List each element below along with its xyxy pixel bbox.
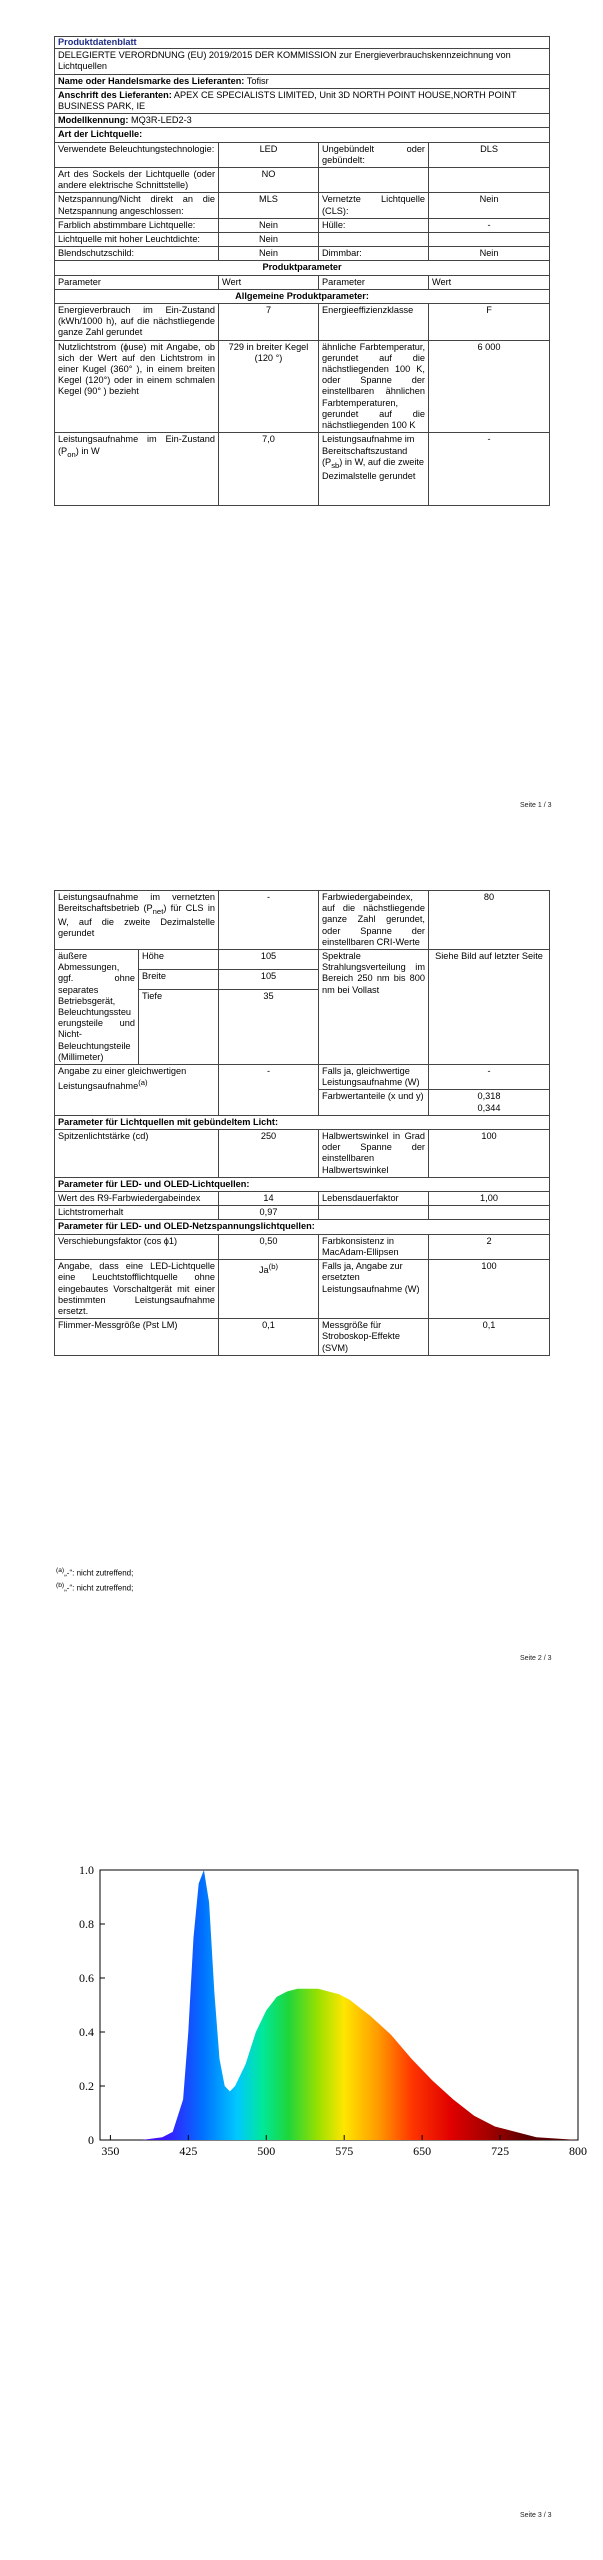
width-label: Breite [139,970,219,990]
socket-label: Art des Sockels der Lichtquelle (oder andere elektrische Schnittstelle) [55,168,219,193]
peak-label: Spitzenlichtstärke (cd) [55,1130,219,1178]
col-header-value-2: Wert [429,275,550,289]
chroma-label: Farbwertanteile (x und y) [319,1090,429,1115]
height-value: 105 [219,950,319,970]
flux-label: Nutzlichtstrom (ϕuse) mit Angabe, ob sich der Wert auf den Lichtstrom in einer Kugel (360° ), in einem breiten Kegel (120°) oder in einem schmalen Kegel (90° ) bezieht [55,340,219,433]
nondirected-label: Ungebündelt oder gebündelt: [319,142,429,167]
onpower-label: Leistungsaufnahme im Ein-Zustand $(P_{on})$ in W [55,433,219,506]
x-tick-label: 500 [257,2144,276,2158]
replace-value: Ja$^{(b)}$ [219,1260,319,1319]
depth-label: Tiefe [139,990,219,1065]
page-footer-2: Seite 2 / 3 [520,1655,552,1662]
address-value: APEX CE SPECIALISTS LIMITED, Unit 3D NORTH POINT HOUSE,NORTH POINT BUSINESS PARK, IE [58,89,517,112]
page-footer-1: Seite 1 / 3 [520,802,552,809]
beam-value: 100 [429,1130,550,1178]
flicker-label: Flimmer-Messgröße (Pst LM) [55,1319,219,1356]
model-label: Modellkennung: [58,115,129,126]
r9-label: Wert des R9-Farbwiedergabeindex [55,1192,219,1206]
ifyes-power-value: - [429,1065,550,1090]
depth-value: 35 [219,990,319,1065]
spd-value: Siehe Bild auf letzter Seite [429,950,550,1065]
x-tick-label: 575 [335,2144,354,2158]
tech-value: LED [219,142,319,167]
mains-value: MLS [219,193,319,218]
y-tick-label: 0.8 [79,1917,94,1931]
height-label: Höhe [139,950,219,970]
macadam-label: Farbkonsistenz in MacAdam-Ellipsen [319,1234,429,1259]
envelope-value: - [429,218,550,232]
width-value: 105 [219,970,319,990]
onpower-value: 7,0 [219,433,319,506]
ledmains-heading: Parameter für LED- und OLED-Netzspannungslichtquellen: [55,1220,550,1234]
y-tick-label: 0.6 [79,1971,94,1985]
survival-label: Lebensdauerfaktor [319,1192,429,1206]
svm-label: Messgröße für Stroboskop-Effekte (SVM) [319,1319,429,1356]
eclass-label: Energieeffizienzklasse [319,304,429,341]
supplier-value: Tofisr [246,75,269,86]
equiv-label: Angabe zu einer gleichwertigen Leistungsaufnahme$^{(a)}$ [55,1065,219,1116]
x-tick-label: 725 [491,2144,510,2158]
energy-label: Energieverbrauch im Ein-Zustand (kWh/1000 h), auf die nächstliegende ganze Zahl gerundet [55,304,219,341]
maint-value: 0,97 [219,1206,319,1220]
socket-value: NO [219,168,319,193]
r9-value: 14 [219,1192,319,1206]
standby-value: - [429,433,550,506]
equiv-value: - [219,1065,319,1116]
model-value: MQ3R-LED2-3 [131,115,192,126]
x-tick-label: 800 [569,2144,587,2158]
supplier-label: Name oder Handelsmarke des Lieferanten: [58,75,245,86]
y-tick-label: 0 [88,2133,94,2147]
col-header-param-2: Parameter [319,275,429,289]
glare-label: Blendschutzschild: [55,247,219,261]
replace-w-label: Falls ja, Angabe zur ersetzten Leistungsaufnahme (W) [319,1260,429,1319]
envelope-label: Hülle: [319,218,429,232]
eclass-value: F [429,304,550,341]
highlum-label: Lichtquelle mit hoher Leuchtdichte: [55,233,219,247]
replace-label: Angabe, dass eine LED-Lichtquelle eine Leuchtstofflichtquelle ohne eingebautes Vorschaltgerät mit einer bestimmten Leistungsaufnahme ersetzt. [55,1260,219,1319]
general-heading: Allgemeine Produktparameter: [55,289,550,303]
macadam-value: 2 [429,1234,550,1259]
tunable-value: Nein [219,218,319,232]
dimmable-label: Dimmbar: [319,247,429,261]
col-header-value-1: Wert [219,275,319,289]
tunable-label: Farblich abstimmbare Lichtquelle: [55,218,219,232]
maint-label: Lichtstromerhalt [55,1206,219,1220]
type-heading: Art der Lichtquelle: [55,128,550,142]
cct-label: ähnliche Farbtemperatur, gerundet auf die nächstliegenden 100 K, oder Spanne der einstellbaren ähnlichen Farbtemperaturen, gerundet auf die nächstliegenden 100 K [319,340,429,433]
pf-label: Verschiebungsfaktor (cos ϕ1) [55,1234,219,1259]
y-tick-label: 0.2 [79,2079,94,2093]
spectral-distribution-chart [50,1860,587,2160]
svm-value: 0,1 [429,1319,550,1356]
footnote-a: $^{(a)}$„-“: nicht zutreffend; [56,1567,134,1578]
cct-value: 6 000 [429,340,550,433]
highlum-value: Nein [219,233,319,247]
cls-label: Vernetzte Lichtquelle (CLS): [319,193,429,218]
regulation-text: DELEGIERTE VERORDNUNG (EU) 2019/2015 DER KOMMISSION zur Energieverbrauchskennzeichnung von Lichtquellen [55,49,550,74]
col-header-param-1: Parameter [55,275,219,289]
x-tick-label: 650 [413,2144,432,2158]
glare-value: Nein [219,247,319,261]
y-tick-label: 1.0 [79,1863,94,1877]
x-tick-label: 425 [179,2144,198,2158]
x-tick-label: 350 [101,2144,120,2158]
mains-label: Netzspannung/Nicht direkt an die Netzspannung angeschlossen: [55,193,219,218]
beam-label: Halbwertswinkel in Grad oder Spanne der einstellbaren Halbwertswinkel [319,1130,429,1178]
dimmable-value: Nein [429,247,550,261]
spd-label: Spektrale Strahlungsverteilung im Bereich 250 nm bis 800 nm bei Vollast [319,950,429,1065]
nondirected-value: DLS [429,142,550,167]
netstandby-label: Leistungsaufnahme im vernetzten Bereitschaftsbetrieb $(P_{net})$ für CLS in W, auf die zweite Dezimalstelle gerundet [55,891,219,950]
params-heading: Produktparameter [55,261,550,275]
flux-value: 729 in breiter Kegel (120 °) [219,340,319,433]
flicker-value: 0,1 [219,1319,319,1356]
address-label: Anschrift des Lieferanten: [58,89,172,100]
cls-value: Nein [429,193,550,218]
chroma-value: 0,318 0,344 [429,1090,550,1115]
peak-value: 250 [219,1130,319,1178]
ifyes-power-label: Falls ja, gleichwertige Leistungsaufnahme (W) [319,1065,429,1090]
standby-label: Leistungsaufnahme im Bereitschaftszustand $(P_{sb})$ in W, auf die zweite Dezimalstelle gerundet [319,433,429,506]
cri-label: Farbwiedergabeindex, auf die nächstliegende ganze Zahl gerundet, oder Spanne der einstellbaren CRI-Werte [319,891,429,950]
dims-label: äußere Abmessungen, ggf. ohne separates Betriebsgerät, Beleuchtungssteuerungsteile und Nicht-Beleuchtungsteile (Millimeter) [55,950,139,1065]
page-footer-3: Seite 3 / 3 [520,2512,552,2519]
replace-w-value: 100 [429,1260,550,1319]
pf-value: 0,50 [219,1234,319,1259]
tech-label: Verwendete Beleuchtungstechnologie: [55,142,219,167]
led-heading: Parameter für LED- und OLED-Lichtquellen: [55,1177,550,1191]
footnote-b: $^{(b)}$„-“: nicht zutreffend; [56,1582,134,1593]
page-title: Produktdatenblatt [55,37,550,49]
cri-value: 80 [429,891,550,950]
directional-heading: Parameter für Lichtquellen mit gebündeltem Licht: [55,1115,550,1129]
energy-value: 7 [219,304,319,341]
survival-value: 1,00 [429,1192,550,1206]
netstandby-value: - [219,891,319,950]
y-tick-label: 0.4 [79,2025,94,2039]
